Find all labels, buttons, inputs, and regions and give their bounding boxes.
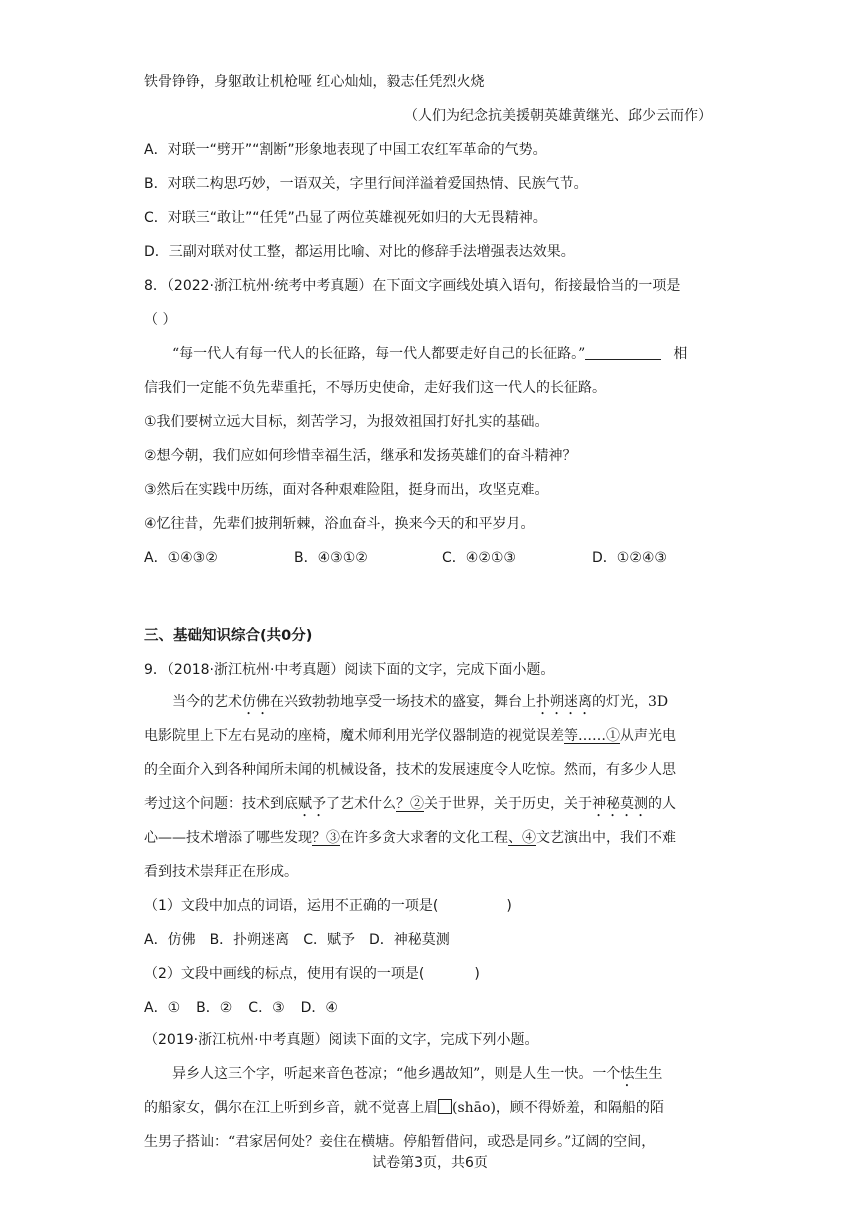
- q8-passage-line2: 信我们一定能不负先辈重托，不辱历史使命，走好我们这一代人的长征路。: [144, 380, 606, 396]
- q9-sub2-option-d: D．④: [300, 1000, 338, 1016]
- q9-sub1-option-b: B．扑朔迷离: [209, 932, 290, 948]
- page-footer: 试卷第3页，共6页: [372, 1155, 488, 1171]
- q8-passage-start: “每一代人有每一代人的长征路，每一代人都要走好自己的长征路。”: [172, 346, 586, 362]
- q9-sub1-option-a: A．仿佛: [144, 932, 196, 948]
- dotted-word-fuyu: 赋予: [298, 796, 326, 812]
- passage-text: 生生: [634, 1066, 663, 1082]
- q8-passage-line1: [172, 344, 687, 364]
- passage-text: 文艺演出中，我们不难: [536, 830, 676, 846]
- q8-option-a: A．①④③②: [144, 550, 218, 566]
- q9-passage-line3: 的全面介入到各种闻所未闻的机械设备，技术的发展速度令人吃惊。然而，有多少人思: [144, 762, 676, 778]
- dotted-word-shenmi: 神秘莫测: [592, 796, 648, 812]
- passage-text: 了艺术什么: [326, 796, 396, 812]
- passage-text: 当今的艺术: [172, 694, 242, 710]
- q7-option-c: C．对联三“敢让”“任凭”凸显了两位英雄视死如归的大无畏精神。: [144, 210, 547, 226]
- q7-option-a: A．对联一“劈开”“割断”形象地表现了中国工农红军革命的气势。: [144, 142, 547, 158]
- q8-item-3: ③然后在实践中历练，面对各种艰难险阻，挺身而出，攻坚克难。: [144, 482, 549, 498]
- passage-text: 的人: [648, 796, 676, 812]
- q8-item-1: ①我们要树立远大目标，刻苦学习，为报效祖国打好扎实的基础。: [144, 414, 549, 430]
- q9-sub2-options: [144, 998, 338, 1018]
- q9-passage-line5: [144, 828, 676, 848]
- fill-blank: [585, 345, 661, 360]
- couplet-note: （人们为纪念抗美援朝英雄黄继光、邱少云而作）: [404, 108, 712, 124]
- underlined-mark-2: ？②: [396, 796, 424, 812]
- q9-passage-line2: [144, 726, 676, 746]
- missing-char-box: [438, 1099, 452, 1114]
- q7-option-d: D．三副对联对仗工整，都运用比喻、对比的修辞手法增强表达效果。: [144, 244, 575, 260]
- q8-answer-paren: （ ）: [144, 312, 177, 328]
- q9-sub2: [144, 964, 480, 984]
- q9-sub1-option-c: C．赋予: [303, 932, 355, 948]
- q9-sub2-option-a: A．①: [144, 1000, 181, 1016]
- q9-sub1-options: [144, 930, 450, 950]
- q10-passage-line2: [144, 1098, 664, 1118]
- q8-option-c: C．④②①③: [442, 550, 516, 566]
- passage-text: 关于世界，关于历史，关于: [424, 796, 592, 812]
- q8-passage-after-blank: 相: [673, 346, 688, 362]
- dotted-word-pushuo: 扑朔迷离: [536, 694, 592, 710]
- couplet-text: 铁骨铮铮，身躯敢让机枪哑 红心灿灿，毅志任凭烈火烧: [144, 74, 485, 90]
- q8-stem: 8．（2022·浙江杭州·统考中考真题）在下面文字画线处填入语句，衔接最恰当的一项是: [144, 278, 681, 294]
- passage-text: 在许多贪大求奢的文化工程: [340, 830, 508, 846]
- q9-sub2-option-b: B．②: [196, 1000, 233, 1016]
- q8-item-4: ④忆往昔，先辈们披荆斩棘，浴血奋斗，换来今天的和平岁月。: [144, 516, 535, 532]
- q9-sub2-close: ): [474, 966, 480, 982]
- passage-text: 电影院里上下左右晃动的座椅，魔术师利用光学仪器制造的视觉误差: [144, 728, 564, 744]
- q9-sub1-text: （1）文段中加点的词语，运用不正确的一项是(: [144, 898, 439, 914]
- passage-text: 的船家女，偶尔在江上听到乡音，就不觉喜上眉: [144, 1100, 438, 1116]
- q9-sub1-close: ): [506, 898, 512, 914]
- passage-text: 在兴致勃勃地享受一场技术的盛宴，舞台上: [270, 694, 536, 710]
- section-heading: 三、基础知识综合(共0分): [144, 628, 313, 644]
- dotted-word-qie: 怯: [620, 1066, 635, 1082]
- q9-sub1-option-d: D．神秘莫测: [368, 932, 450, 948]
- underlined-mark-1: 等……①: [564, 728, 620, 744]
- q9-passage-line6: 看到技术崇拜正在形成。: [144, 864, 298, 880]
- q7-option-b: B．对联二构思巧妙，一语双关，字里行间洋溢着爱国热情、民族气节。: [144, 176, 588, 192]
- q10-passage-line3: 生男子搭讪：“君家居何处？妾住在横塘。停船暂借问，或恐是同乡。”辽阔的空间，: [144, 1134, 656, 1150]
- underlined-mark-4: 、④: [508, 830, 536, 846]
- q8-option-d: D．①②④③: [592, 550, 667, 566]
- passage-text: 考过这个问题：技术到底: [144, 796, 298, 812]
- q9-passage-line4: [144, 794, 676, 820]
- q10-stem: （2019·浙江杭州·中考真题）阅读下面的文字，完成下列小题。: [144, 1032, 539, 1048]
- passage-text: 异乡人这三个字，听起来音色苍凉；“他乡遇故知”，则是人生一快。一个: [172, 1066, 621, 1082]
- q9-passage-line1: [172, 692, 668, 718]
- q9-sub2-option-c: C．③: [248, 1000, 285, 1016]
- passage-text: 的灯光，3D: [592, 694, 669, 710]
- passage-text: 从声光电: [620, 728, 676, 744]
- q9-stem: 9．（2018·浙江杭州·中考真题）阅读下面的文字，完成下面小题。: [144, 662, 555, 678]
- q8-option-b: B．④③①②: [294, 550, 368, 566]
- passage-text: (shāo)，顾不得娇羞，和隔船的陌: [452, 1100, 664, 1116]
- q10-passage-line1: [172, 1064, 662, 1090]
- q8-item-2: ②想今朝，我们应如何珍惜幸福生活，继承和发扬英雄们的奋斗精神？: [144, 448, 577, 464]
- q9-sub2-text: （2）文段中画线的标点，使用有误的一项是(: [144, 966, 425, 982]
- q9-sub1: [144, 896, 512, 916]
- underlined-mark-3: ？③: [312, 830, 340, 846]
- passage-text: 心——技术增添了哪些发现: [144, 830, 312, 846]
- dotted-word-fangfu: 仿佛: [242, 694, 270, 710]
